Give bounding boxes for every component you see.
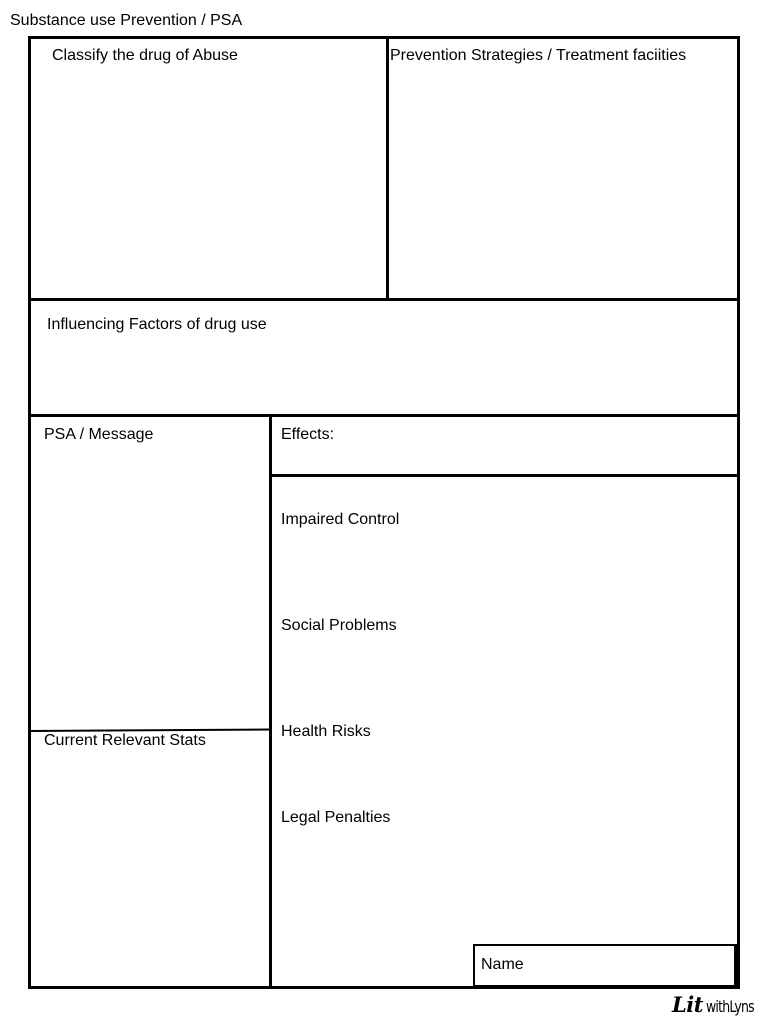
- divider-top-vertical: [386, 38, 389, 300]
- logo-part-withlyns: withLyns: [705, 997, 754, 1016]
- stats-label: Current Relevant Stats: [44, 732, 206, 749]
- classify-label: Classify the drug of Abuse: [52, 47, 238, 64]
- psa-message-label: PSA / Message: [44, 426, 154, 443]
- prevention-label: Prevention Strategies / Treatment faciities: [390, 47, 687, 64]
- effect-item-legal-penalties: Legal Penalties: [281, 809, 391, 826]
- effect-item-health-risks: Health Risks: [281, 723, 371, 740]
- effects-label: Effects:: [281, 426, 335, 443]
- name-label: Name: [481, 956, 524, 973]
- influencing-label: Influencing Factors of drug use: [47, 316, 267, 333]
- divider-middle-horizontal: [29, 414, 739, 417]
- divider-effects: [270, 474, 739, 477]
- brand-logo: [672, 992, 767, 1020]
- effect-item-impaired-control: Impaired Control: [281, 511, 400, 528]
- effect-item-social-problems: Social Problems: [281, 617, 397, 634]
- logo-part-lit: Lit: [672, 992, 703, 1017]
- divider-top-horizontal: [29, 298, 739, 301]
- page-title: Substance use Prevention / PSA: [10, 12, 243, 29]
- divider-lower-vertical: [269, 415, 272, 988]
